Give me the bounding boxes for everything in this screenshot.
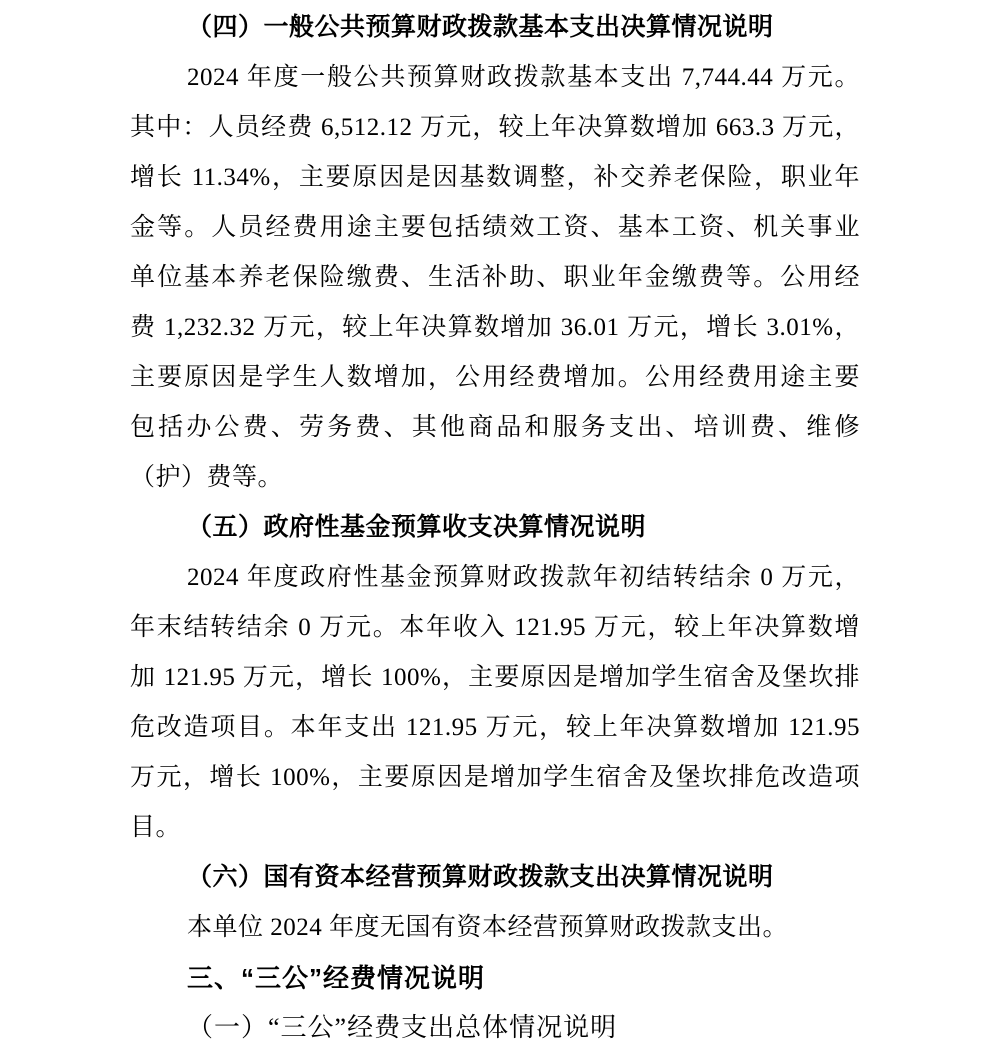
body-text-line: 增长 11.34%，主要原因是因基数调整，补交养老保险，职业年: [130, 164, 860, 191]
body-text-line: 本单位 2024 年度无国有资本经营预算财政拨款支出。: [187, 914, 789, 941]
section-heading: （六）国有资本经营预算财政拨款支出决算情况说明: [187, 864, 774, 891]
body-text-line: 单位基本养老保险缴费、生活补助、职业年金缴费等。公用经: [130, 264, 860, 291]
body-text-line: 包括办公费、劳务费、其他商品和服务支出、培训费、维修: [130, 414, 860, 441]
body-text-line: 金等。人员经费用途主要包括绩效工资、基本工资、机关事业: [130, 214, 860, 241]
body-text-line: （护）费等。: [130, 464, 284, 491]
body-text-line: 主要原因是学生人数增加，公用经费增加。公用经费用途主要: [130, 364, 860, 391]
chapter-heading: 三、“三公”经费情况说明: [187, 963, 486, 993]
body-text-line: 加 121.95 万元，增长 100%，主要原因是增加学生宿舍及堡坎排: [130, 664, 860, 691]
body-text-line: 年末结转结余 0 万元。本年收入 121.95 万元，较上年决算数增: [130, 614, 860, 641]
body-text-line: 危改造项目。本年支出 121.95 万元，较上年决算数增加 121.95: [130, 714, 860, 741]
body-text-line: 2024 年度政府性基金预算财政拨款年初结转结余 0 万元，: [187, 564, 860, 591]
subsection-heading: （一）“三公”经费支出总体情况说明: [187, 1013, 618, 1042]
body-text-line: 费 1,232.32 万元，较上年决算数增加 36.01 万元，增长 3.01%，: [130, 314, 860, 341]
body-text-line: 目。: [130, 814, 182, 841]
document-text-block: [130, 3, 860, 1053]
body-text-line: 万元，增长 100%，主要原因是增加学生宿舍及堡坎排危改造项: [130, 764, 860, 791]
section-heading: （五）政府性基金预算收支决算情况说明: [187, 514, 647, 541]
section-heading: （四）一般公共预算财政拨款基本支出决算情况说明: [187, 14, 774, 41]
body-text-line: 其中：人员经费 6,512.12 万元，较上年决算数增加 663.3 万元，: [130, 114, 860, 141]
body-text-line: 2024 年度一般公共预算财政拨款基本支出 7,744.44 万元。: [187, 64, 860, 91]
